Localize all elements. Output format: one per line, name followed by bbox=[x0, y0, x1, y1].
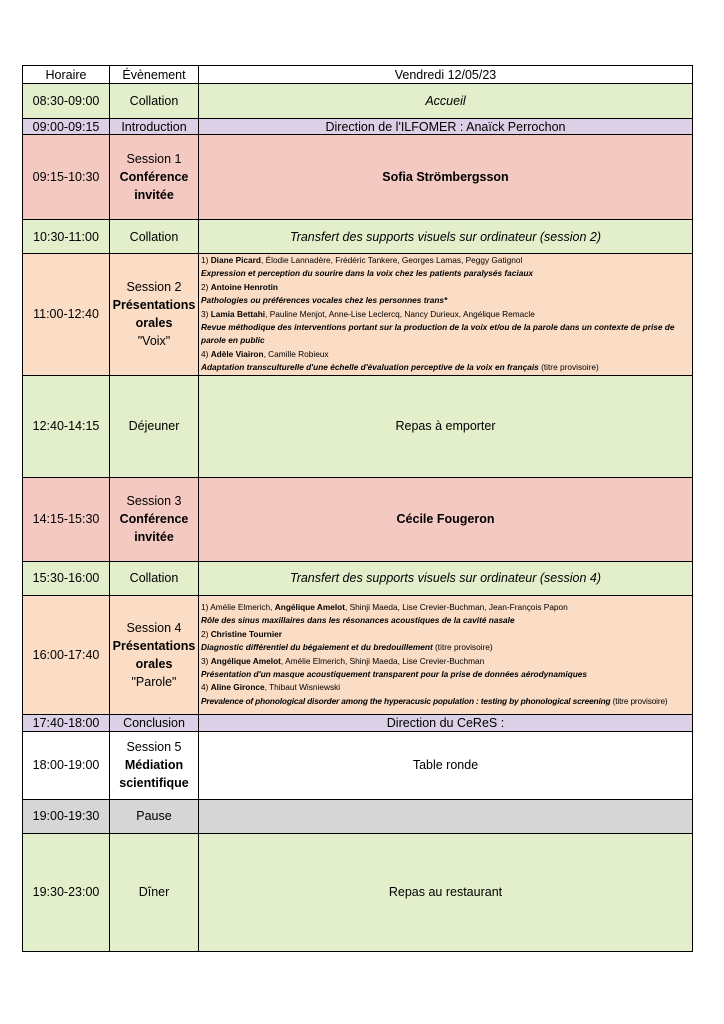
talk-title: Rôle des sinus maxillaires dans les résonances acoustiques de la cavité nasale bbox=[201, 615, 515, 626]
row-content: Transfert des supports visuels sur ordinateur (session 4) bbox=[199, 561, 693, 595]
talk-title-line bbox=[201, 695, 692, 708]
talk-title: Prevalence of phonological disorder among the hyperacusic population : testing by phonological screening bbox=[201, 695, 611, 706]
talk-authors: 2) Antoine Henrotin bbox=[201, 281, 278, 292]
row-time: 18:00-19:00 bbox=[23, 731, 110, 799]
row-event: Introduction bbox=[110, 119, 199, 135]
session-type: invitée bbox=[134, 530, 174, 545]
header-time: Horaire bbox=[23, 66, 110, 84]
row-time: 11:00-12:40 bbox=[23, 254, 110, 376]
table-row bbox=[23, 84, 693, 119]
row-content: Direction de l'ILFOMER : Anaïck Perrochon bbox=[199, 119, 693, 135]
row-time: 17:40-18:00 bbox=[23, 714, 110, 731]
row-time: 16:00-17:40 bbox=[23, 595, 110, 714]
session-type: scientifique bbox=[119, 776, 189, 791]
row-event: Collation bbox=[110, 561, 199, 595]
table-row bbox=[23, 375, 693, 477]
talk-note: (titre provisoire) bbox=[610, 695, 668, 706]
session-number: Session 1 bbox=[126, 152, 182, 166]
table-row bbox=[23, 714, 693, 731]
row-content: Repas au restaurant bbox=[199, 833, 693, 951]
talk-list bbox=[199, 254, 693, 376]
row-event bbox=[110, 595, 199, 714]
talk-authors: 2) Christine Tournier bbox=[201, 628, 282, 639]
session-theme: "Voix" bbox=[137, 334, 171, 349]
talk-note: (titre provisoire) bbox=[432, 642, 493, 653]
talk-authors: 4) Adèle Viairon, Camille Robieux bbox=[201, 348, 329, 359]
talk-authors: 3) Lamia Bettahi, Pauline Menjot, Anne-Lise Leclercq, Nancy Durieux, Angélique Remacle bbox=[201, 308, 535, 319]
table-row bbox=[23, 254, 693, 376]
row-content: Accueil bbox=[199, 84, 693, 119]
talk-authors: 4) Aline Gironce, Thibaut Wisniewski bbox=[201, 682, 341, 693]
row-event: Collation bbox=[110, 220, 199, 254]
speaker-name: Cécile Fougeron bbox=[199, 477, 693, 561]
talk-title: Revue méthodique des interventions portant sur la production de la voix et/ou de la parole dans un contexte de prise de parole en public bbox=[201, 322, 675, 346]
row-time: 10:30-11:00 bbox=[23, 220, 110, 254]
row-time: 09:00-09:15 bbox=[23, 119, 110, 135]
row-event: Dîner bbox=[110, 833, 199, 951]
session-type: Conférence bbox=[119, 170, 189, 184]
table-row bbox=[23, 595, 693, 714]
row-event: Conclusion bbox=[110, 714, 199, 731]
header-event: Évènement bbox=[110, 66, 199, 84]
row-time: 08:30-09:00 bbox=[23, 84, 110, 119]
row-content: Repas à emporter bbox=[199, 375, 693, 477]
speaker-name: Sofia Strömbergsson bbox=[199, 135, 693, 220]
talk-authors: 3) Angélique Amelot, Amélie Elmerich, Shinji Maeda, Lise Crevier-Buchman bbox=[201, 655, 485, 666]
talk-title-line bbox=[201, 361, 692, 374]
table-row bbox=[23, 561, 693, 595]
row-content: Table ronde bbox=[199, 731, 693, 799]
row-content bbox=[199, 799, 693, 833]
session-number: Session 2 bbox=[126, 280, 182, 295]
row-event bbox=[110, 254, 199, 376]
session-number: Session 4 bbox=[126, 620, 182, 635]
row-event: Pause bbox=[110, 799, 199, 833]
talk-title: Adaptation transculturelle d'une échelle d'évaluation perceptive de la voix en français bbox=[201, 362, 539, 373]
session-type: Présentations bbox=[112, 638, 196, 653]
row-content: Direction du CeReS : bbox=[199, 714, 693, 731]
row-event bbox=[110, 135, 199, 220]
table-row bbox=[23, 833, 693, 951]
session-type: Médiation bbox=[124, 758, 184, 773]
row-content: Transfert des supports visuels sur ordinateur (session 2) bbox=[199, 220, 693, 254]
row-event: Déjeuner bbox=[110, 375, 199, 477]
table-row bbox=[23, 119, 693, 135]
row-event: Collation bbox=[110, 84, 199, 119]
header-row bbox=[23, 66, 693, 84]
talk-title: Diagnostic différentiel du bégaiement et du bredouillement bbox=[201, 642, 433, 653]
talk-authors: 1) Diane Picard, Élodie Lannadère, Frédéric Tankere, Georges Lamas, Peggy Gatignol bbox=[201, 255, 523, 265]
session-type: Conférence bbox=[119, 512, 189, 527]
talk-title-line bbox=[201, 641, 692, 654]
row-time: 19:00-19:30 bbox=[23, 799, 110, 833]
header-day: Vendredi 12/05/23 bbox=[199, 66, 693, 84]
table-row bbox=[23, 477, 693, 561]
schedule-table bbox=[22, 65, 693, 952]
talk-authors: 1) Amélie Elmerich, Angélique Amelot, Shinji Maeda, Lise Crevier-Buchman, Jean-François Papon bbox=[201, 602, 568, 613]
talk-title: Pathologies ou préférences vocales chez les personnes trans* bbox=[201, 295, 448, 306]
row-time: 15:30-16:00 bbox=[23, 561, 110, 595]
session-type: orales bbox=[135, 656, 173, 671]
table-row bbox=[23, 799, 693, 833]
table-row bbox=[23, 220, 693, 254]
session-type: Présentations bbox=[112, 298, 196, 313]
table-row bbox=[23, 731, 693, 799]
talk-title: Présentation d'un masque acoustiquement transparent pour la prise de données aérodynamiques bbox=[201, 669, 588, 680]
session-type: invitée bbox=[134, 188, 174, 202]
row-time: 14:15-15:30 bbox=[23, 477, 110, 561]
row-time: 09:15-10:30 bbox=[23, 135, 110, 220]
session-number: Session 5 bbox=[126, 740, 182, 755]
talk-note: (titre provisoire) bbox=[538, 362, 599, 373]
talk-list bbox=[199, 595, 693, 714]
table-row bbox=[23, 135, 693, 220]
talk-title: Expression et perception du sourire dans la voix chez les patients paralysés faciaux bbox=[201, 268, 534, 279]
session-theme: "Parole" bbox=[131, 674, 177, 689]
row-event bbox=[110, 477, 199, 561]
row-event bbox=[110, 731, 199, 799]
session-number: Session 3 bbox=[126, 494, 182, 509]
row-time: 19:30-23:00 bbox=[23, 833, 110, 951]
row-time: 12:40-14:15 bbox=[23, 375, 110, 477]
session-type: orales bbox=[135, 316, 173, 331]
